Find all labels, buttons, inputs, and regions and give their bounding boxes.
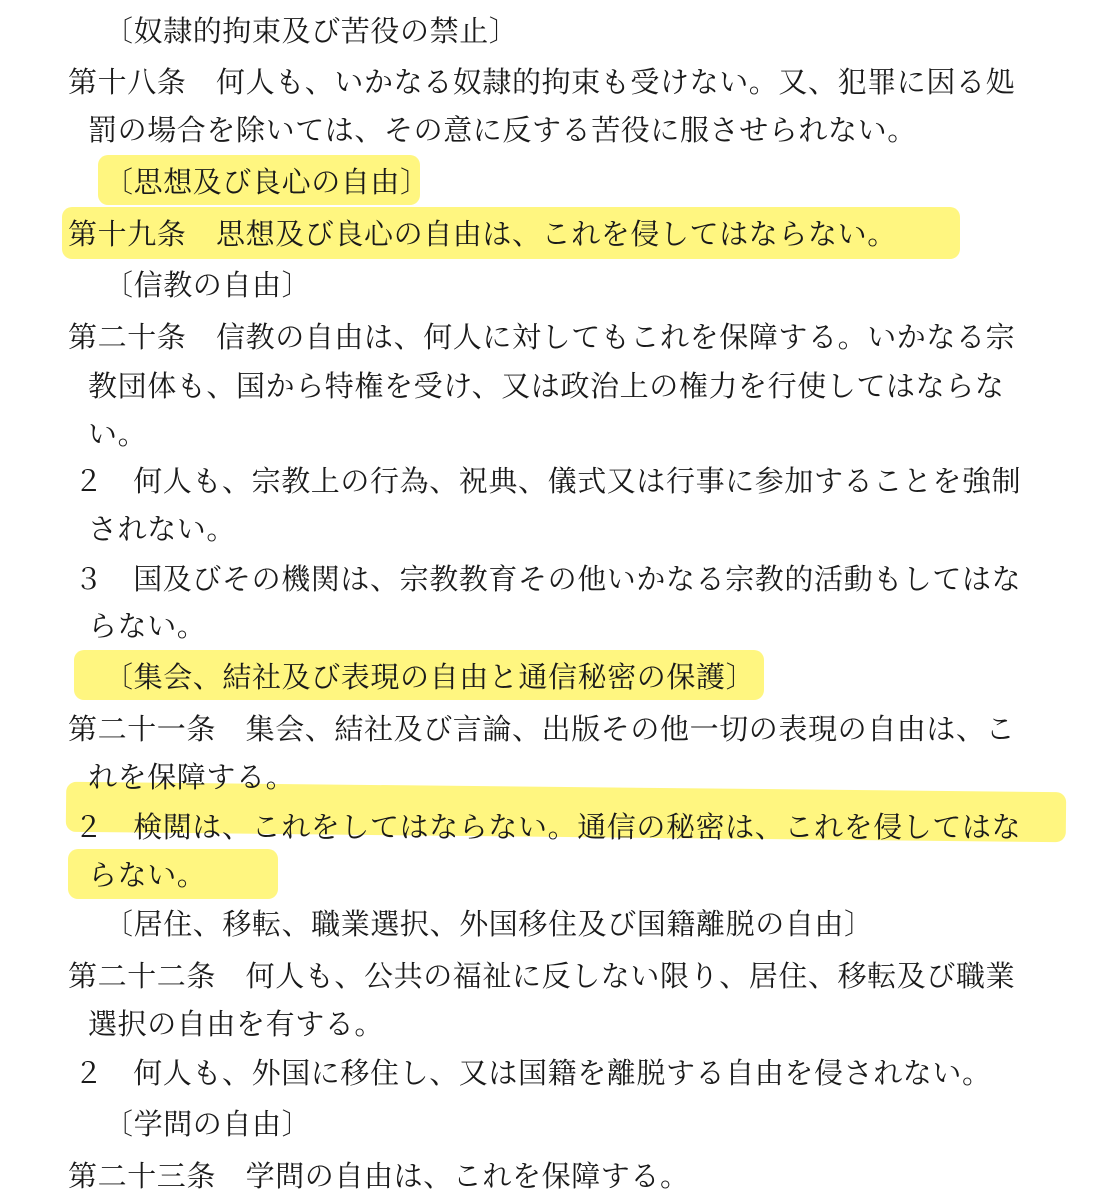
article-heading-19: 〔思想及び良心の自由〕 (104, 165, 430, 199)
article-19-text: 第十九条 思想及び良心の自由は、これを侵してはならない。 (68, 217, 897, 251)
article-23-text: 第二十三条 学問の自由は、これを保障する。 (68, 1159, 690, 1193)
article-heading-23: 〔学問の自由〕 (104, 1107, 312, 1141)
article-20-text-cont: い。 (88, 417, 148, 451)
article-21-text-cont: れを保障する。 (88, 760, 296, 794)
article-22-text: 第二十二条 何人も、公共の福祉に反しない限り、居住、移転及び職業 (68, 959, 1016, 993)
article-21-text: 第二十一条 集会、結社及び言論、出版その他一切の表現の自由は、こ (68, 712, 1016, 746)
article-18-text: 第十八条 何人も、いかなる奴隷的拘束も受けない。又、犯罪に因る処 (68, 65, 1016, 99)
article-heading-22: 〔居住、移転、職業選択、外国移住及び国籍離脱の自由〕 (104, 907, 874, 941)
article-heading-18: 〔奴隷的拘束及び苦役の禁止〕 (104, 14, 519, 48)
article-20-para-2: ２ 何人も、宗教上の行為、祝典、儀式又は行事に参加することを強制 (74, 464, 1022, 498)
article-18-text-cont: 罰の場合を除いては、その意に反する苦役に服させられない。 (88, 113, 917, 147)
article-20-para-2-cont: されない。 (88, 512, 237, 546)
article-20-para-3-cont: らない。 (88, 609, 207, 643)
article-20-text-cont: 教団体も、国から特権を受け、又は政治上の権力を行使してはならな (88, 369, 1005, 403)
article-20-para-3: ３ 国及びその機関は、宗教教育その他いかなる宗教的活動もしてはな (74, 562, 1022, 596)
article-heading-20: 〔信教の自由〕 (104, 268, 312, 302)
article-21-para-2: ２ 検閲は、これをしてはならない。通信の秘密は、これを侵してはな (74, 810, 1022, 844)
article-22-text-cont: 選択の自由を有する。 (88, 1007, 385, 1041)
article-20-text: 第二十条 信教の自由は、何人に対してもこれを保障する。いかなる宗 (68, 320, 1016, 354)
article-heading-21: 〔集会、結社及び表現の自由と通信秘密の保護〕 (104, 660, 756, 694)
article-21-para-2-cont: らない。 (88, 858, 207, 892)
article-22-para-2: ２ 何人も、外国に移住し、又は国籍を離脱する自由を侵されない。 (74, 1056, 992, 1090)
